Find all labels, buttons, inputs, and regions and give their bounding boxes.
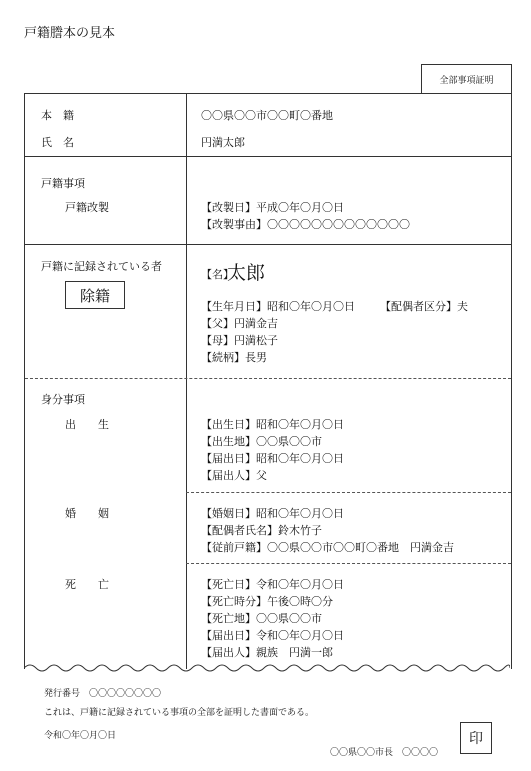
person-line: 【続柄】長男 [201,351,267,364]
dashed-divider [186,492,511,493]
marriage-line: 【婚姻日】昭和〇年〇月〇日 [201,507,344,520]
dashed-divider [186,563,511,564]
marriage-line: 【従前戸籍】〇〇県〇〇市〇〇町〇番地 円満金吉 [201,541,454,554]
mayor-name: 〇〇県〇〇市長 〇〇〇〇 [330,748,439,758]
kaisei-line: 【改製事由】〇〇〇〇〇〇〇〇〇〇〇〇〇 [201,218,410,231]
issue-date: 令和〇年〇月〇日 [44,731,117,741]
shimei-value: 円満太郎 [201,136,245,149]
issue-number: 発行番号 〇〇〇〇〇〇〇〇 [44,689,162,699]
honseki-value: 〇〇県〇〇市〇〇町〇番地 [201,109,333,122]
marriage-label: 婚 姻 [65,507,109,520]
honseki-label: 本 籍 [41,109,74,122]
death-line: 【死亡地】〇〇県〇〇市 [201,612,322,625]
koseki-table [24,93,512,669]
person-label: 戸籍に記録されている者 [41,260,162,273]
certification-statement: これは、戸籍に記録されている事項の全部を証明した書面である。 [44,708,315,718]
wavy-cut-edge [24,660,510,676]
death-line: 【死亡時分】午後〇時〇分 [201,595,333,608]
person-line: 【母】円満松子 [201,334,278,347]
shimei-label: 氏 名 [41,136,74,149]
certificate-type-box: 全部事項証明 [421,64,512,94]
dashed-divider [25,378,511,379]
death-line: 【届出日】令和〇年〇月〇日 [201,629,344,642]
name-tag: 【名】 [201,268,234,281]
row-divider [25,244,511,245]
koseki-jiko-label: 戸籍事項 [41,177,85,190]
person-line: 【父】円満金吉 [201,317,278,330]
death-line: 【届出人】親族 円満一郎 [201,646,333,659]
birthdate-line: 【生年月日】昭和〇年〇月〇日 [201,300,355,313]
page-title: 戸籍謄本の見本 [24,26,116,41]
birth-line: 【出生地】〇〇県〇〇市 [201,435,322,448]
kaisei-line: 【改製日】平成〇年〇月〇日 [201,201,344,214]
birth-label: 出 生 [65,418,109,431]
marriage-line: 【配偶者氏名】鈴木竹子 [201,524,322,537]
birth-line: 【届出日】昭和〇年〇月〇日 [201,452,344,465]
koseki-kaisei-label: 戸籍改製 [65,201,109,214]
birth-line: 【届出人】父 [201,469,267,482]
joseki-stamp: 除籍 [65,281,125,309]
mibun-jiko-label: 身分事項 [41,393,85,406]
spouse-class: 【配偶者区分】夫 [380,300,468,313]
person-name: 太郎 [227,262,266,284]
death-line: 【死亡日】令和〇年〇月〇日 [201,578,344,591]
row-divider [25,156,511,157]
death-label: 死 亡 [65,578,109,591]
birth-line: 【出生日】昭和〇年〇月〇日 [201,418,344,431]
column-divider [186,94,187,669]
official-seal: 印 [460,722,492,754]
